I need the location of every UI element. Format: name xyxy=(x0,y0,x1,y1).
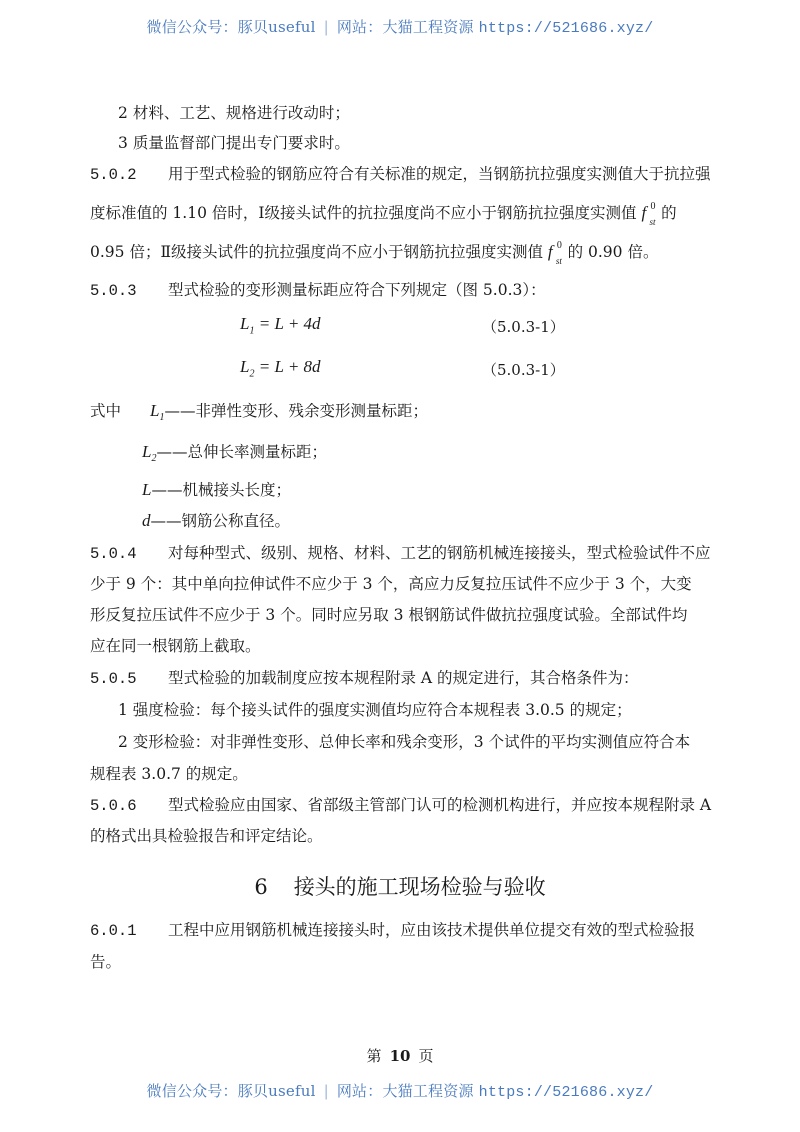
equation-number-1: （5.0.3-1） xyxy=(482,318,565,336)
watermark-url[interactable]: https://521686.xyz/ xyxy=(478,1084,654,1101)
symbol-f-st0: f 0 st xyxy=(547,240,562,266)
item-number: 2 xyxy=(118,104,128,122)
watermark-wechat: 微信公众号：豚贝useful xyxy=(146,18,316,36)
clause-5-0-2-line3 xyxy=(90,240,659,266)
clause-text: 工程中应用钢筋机械连接接头时，应由该技术提供单位提交有效的型式检验报 xyxy=(168,921,696,939)
clause-5-0-6-line2: 的格式出具检验报告和评定结论。 xyxy=(90,827,323,845)
where-label: 式中 xyxy=(90,402,122,420)
watermark-bottom xyxy=(0,1080,800,1101)
clause-text: 型式检验的加载制度应按本规程附录 A 的规定进行，其合格条件为： xyxy=(168,669,639,687)
definition-L2: $L_2——$总伸长率测量标距； xyxy=(142,442,327,465)
clause-text: 对每种型式、级别、规格、材料、工艺的钢筋机械连接接头，型式检验试件不应 xyxy=(168,544,711,562)
clause-number: 6.0.1 xyxy=(90,922,137,940)
chapter-heading xyxy=(0,871,800,901)
clause-5-0-6 xyxy=(90,795,711,816)
clause-number: 5.0.6 xyxy=(90,797,137,815)
clause-5-0-5-item-2-cont: 规程表 3.0.7 的规定。 xyxy=(90,765,248,783)
clause-number: 5.0.5 xyxy=(90,670,137,688)
clause-5-0-5-item-1: 1 强度检验：每个接头试件的强度实测值均应符合本规程表 3.0.5 的规定； xyxy=(118,701,632,719)
symbol-f-st0: f 0 st xyxy=(641,201,656,227)
list-item-2 xyxy=(118,103,350,123)
watermark-wechat: 微信公众号：豚贝useful xyxy=(146,1082,316,1100)
clause-text: 用于型式检验的钢筋应符合有关标准的规定，当钢筋抗拉强度实测值大于抗拉强 xyxy=(168,165,711,183)
clause-text: 0.95 倍；Ⅱ级接头试件的抗拉强度尚不应小于钢筋抗拉强度实测值 xyxy=(90,243,543,261)
item-number: 3 xyxy=(118,134,128,152)
clause-5-0-4 xyxy=(90,543,711,564)
equation-number-2: （5.0.3-1） xyxy=(482,361,565,379)
clause-text: 型式检验的变形测量标距应符合下列规定（图 5.0.3）： xyxy=(168,281,546,299)
watermark-site: 网站：大猫工程资源 xyxy=(336,18,474,36)
clause-5-0-3 xyxy=(90,280,546,301)
clause-number: 5.0.3 xyxy=(90,282,137,300)
clause-5-0-4-line3: 形反复拉压试件不应少于 3 个。同时应另取 3 根钢筋试件做抗拉强度试验。全部试件均 xyxy=(90,606,688,624)
clause-5-0-2-line2 xyxy=(90,201,677,227)
equation-2: $L_2 = L + 8d$ xyxy=(240,357,321,380)
page-number: 第 10 页 xyxy=(366,1047,434,1065)
watermark-url[interactable]: https://521686.xyz/ xyxy=(478,20,654,37)
watermark-separator: | xyxy=(323,1082,329,1100)
chapter-number: 6 xyxy=(254,875,268,899)
item-text: 材料、工艺、规格进行改动时； xyxy=(132,104,350,122)
definition-L: L——机械接头长度； xyxy=(142,480,291,499)
clause-text: 的 0.90 倍。 xyxy=(567,243,659,261)
clause-5-0-5-item-2: 2 变形检验：对非弹性变形、总伸长率和残余变形，3 个试件的平均实测值应符合本 xyxy=(118,733,691,751)
clause-5-0-2 xyxy=(90,164,711,185)
clause-text: 型式检验应由国家、省部级主管部门认可的检测机构进行，并应按本规程附录 A xyxy=(168,796,712,814)
chapter-title: 接头的施工现场检验与验收 xyxy=(293,875,546,899)
equation-1: $L_1 = L + 4d$ xyxy=(240,314,321,337)
list-item-3 xyxy=(118,133,350,153)
clause-number: 5.0.2 xyxy=(90,166,137,184)
clause-5-0-4-line4: 应在同一根钢筋上截取。 xyxy=(90,637,261,655)
clause-5-0-4-line2: 少于 9 个：其中单向拉伸试件不应少于 3 个，高应力反复拉压试件不应少于 3 个，大变 xyxy=(90,575,692,593)
definition-L1: $L_1——$非弹性变形、残余变形测量标距； xyxy=(150,401,428,424)
watermark-site: 网站：大猫工程资源 xyxy=(336,1082,474,1100)
watermark-separator: | xyxy=(323,18,329,36)
clause-text: 度标准值的 1.10 倍时，Ⅰ级接头试件的抗拉强度尚不应小于钢筋抗拉强度实测值 xyxy=(90,204,637,222)
clause-text: 的 xyxy=(661,204,677,222)
clause-5-0-5 xyxy=(90,668,639,689)
clause-6-0-1-line2: 告。 xyxy=(90,953,122,971)
clause-number: 5.0.4 xyxy=(90,545,137,563)
item-text: 质量监督部门提出专门要求时。 xyxy=(132,134,350,152)
watermark-top xyxy=(0,16,800,37)
definition-d: d——钢筋公称直径。 xyxy=(142,511,291,530)
clause-6-0-1 xyxy=(90,920,695,941)
